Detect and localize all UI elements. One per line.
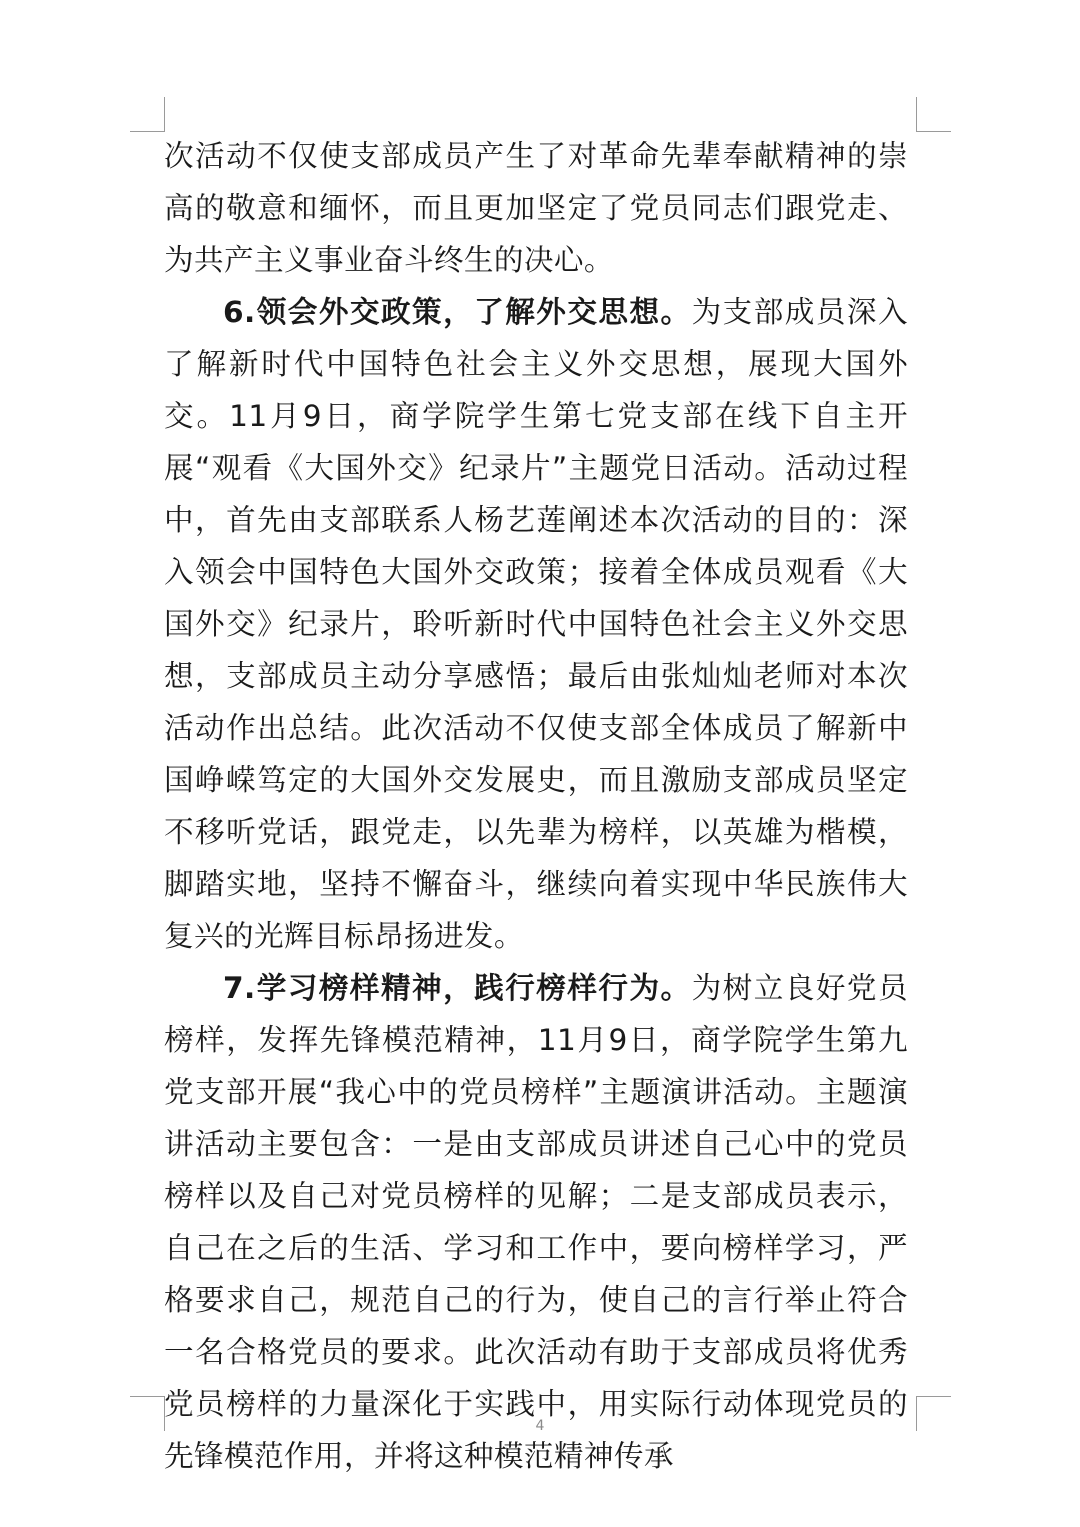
paragraph-text: 为树立良好党员榜样，发挥先锋模范精神，11月9日，商学院学生第九党支部开展“我心中的党员榜样”主题演讲活动。主题演讲活动主要包含：一是由支部成员讲述自己心中的党员榜样以及自己对党员榜样的见解；二是支部成员表示，自己在之后的生活、学习和工作中，要向榜样学习，严格要求自己，规范自己的行为，使自己的言行举止符合一名合格党员的要求。此次活动有助于支部成员将优秀党员榜样的力量深化于实践中，用实际行动体现党员的先锋模范作用，并将这种模范精神传承 — [164, 971, 908, 1473]
document-body — [164, 130, 908, 1482]
paragraph-heading: 6.领会外交政策，了解外交思想。 — [223, 295, 692, 329]
crop-mark-top-left — [130, 97, 165, 132]
paragraph-item-7 — [164, 962, 908, 1482]
crop-mark-top-right — [916, 97, 951, 132]
paragraph-item-6 — [164, 286, 908, 962]
paragraph-text: 为支部成员深入了解新时代中国特色社会主义外交思想，展现大国外交。11月9日，商学院学生第七党支部在线下自主开展“观看《大国外交》纪录片”主题党日活动。活动过程中，首先由支部联系人杨艺莲阐述本次活动的目的：深入领会中国特色大国外交政策；接着全体成员观看《大国外交》纪录片，聆听新时代中国特色社会主义外交思想，支部成员主动分享感悟；最后由张灿灿老师对本次活动作出总结。此次活动不仅使支部全体成员了解新中国峥嵘笃定的大国外交发展史，而且激励支部成员坚定不移听党话，跟党走，以先辈为榜样，以英雄为楷模，脚踏实地，坚持不懈奋斗，继续向着实现中华民族伟大复兴的光辉目标昂扬进发。 — [164, 295, 908, 953]
paragraph-continuation — [164, 130, 908, 286]
paragraph-text: 次活动不仅使支部成员产生了对革命先辈奉献精神的崇高的敬意和缅怀，而且更加坚定了党员同志们跟党走、为共产主义事业奋斗终生的决心。 — [164, 139, 908, 277]
page-number: 4 — [535, 1418, 545, 1434]
paragraph-heading: 7.学习榜样精神，践行榜样行为。 — [223, 971, 692, 1005]
